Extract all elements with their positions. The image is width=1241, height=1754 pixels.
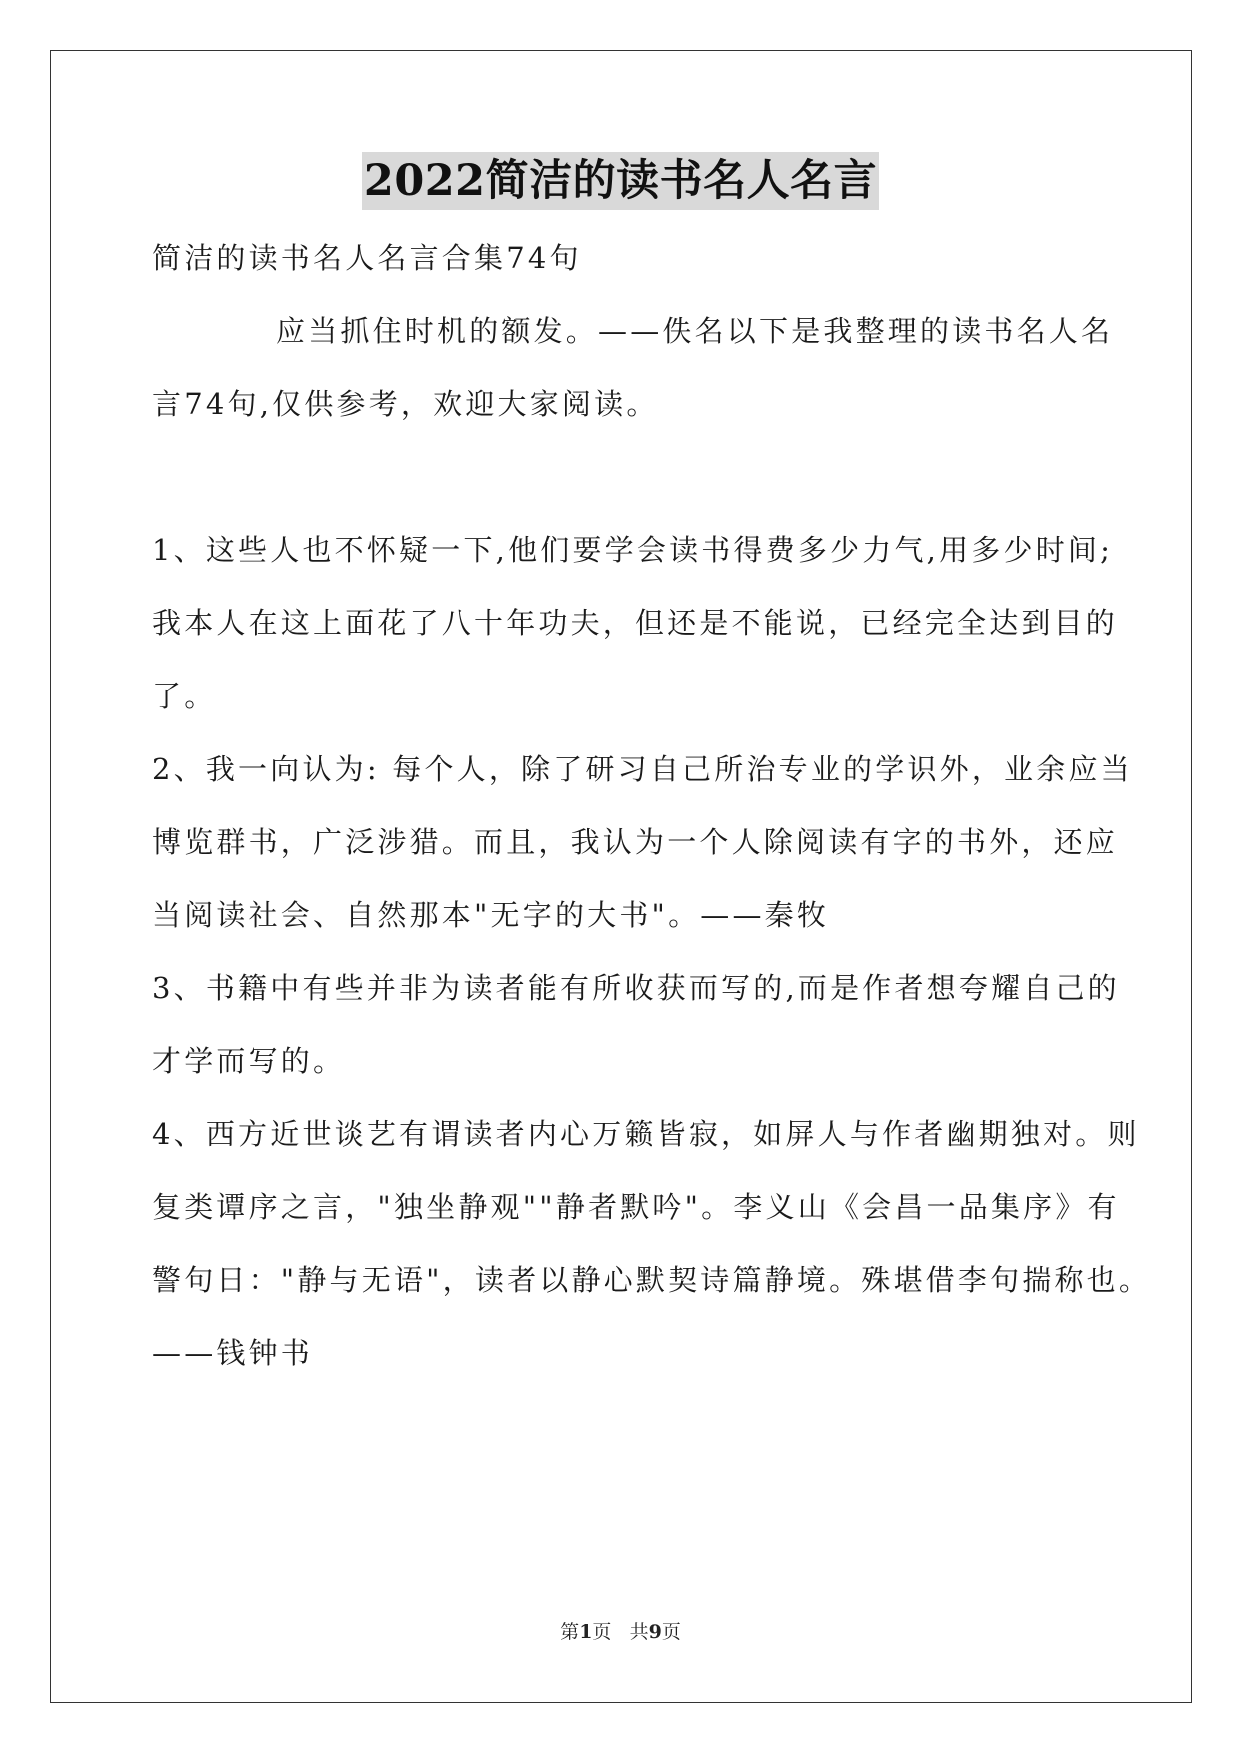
page-suffix: 页: [592, 1621, 612, 1643]
current-page-number: 1: [579, 1621, 593, 1643]
intro-line: 言74句,仅供参考，欢迎大家阅读。: [152, 387, 659, 421]
document-subtitle: 简洁的读书名人名言合集74句: [152, 241, 582, 275]
quote-line: 当阅读社会、自然那本"无字的大书"。——秦牧: [152, 898, 830, 932]
title-block: [0, 152, 1241, 210]
total-suffix: 页: [661, 1621, 681, 1643]
quote-line: 复类谭序之言，"独坐静观""静者默吟"。李义山《会昌一品集序》有: [152, 1190, 1120, 1224]
quote-line: 2、我一向认为: 每个人，除了研习自己所治专业的学识外，业余应当: [152, 752, 1133, 786]
quote-line: 博览群书，广泛涉猎。而且，我认为一个人除阅读有字的书外，还应: [152, 825, 1119, 859]
quote-line: 警句日："静与无语"，读者以静心默契诗篇静境。殊堪借李句揣称也。: [152, 1263, 1152, 1297]
total-pages-number: 9: [648, 1621, 662, 1643]
page-prefix: 第: [560, 1621, 580, 1643]
total-prefix: 共: [629, 1621, 649, 1643]
quote-line: 1、这些人也不怀疑一下,他们要学会读书得费多少力气,用多少时间;: [152, 533, 1114, 567]
quote-line: 才学而写的。: [152, 1044, 346, 1078]
page-footer: [0, 1617, 1241, 1644]
quote-line: 3、书籍中有些并非为读者能有所收获而写的,而是作者想夸耀自己的: [152, 971, 1120, 1005]
quote-line: ——钱钟书: [152, 1336, 314, 1370]
quote-line: 我本人在这上面花了八十年功夫，但还是不能说，已经完全达到目的: [152, 606, 1119, 640]
quote-line: 4、西方近世谈艺有谓读者内心万籁皆寂，如屏人与作者幽期独对。则: [152, 1117, 1140, 1151]
quote-line: 了。: [152, 679, 217, 713]
document-title: 2022简洁的读书名人名言: [362, 152, 879, 210]
page-border: [50, 50, 1192, 1703]
intro-line: 应当抓住时机的额发。——佚名以下是我整理的读书名人名: [276, 314, 1114, 348]
